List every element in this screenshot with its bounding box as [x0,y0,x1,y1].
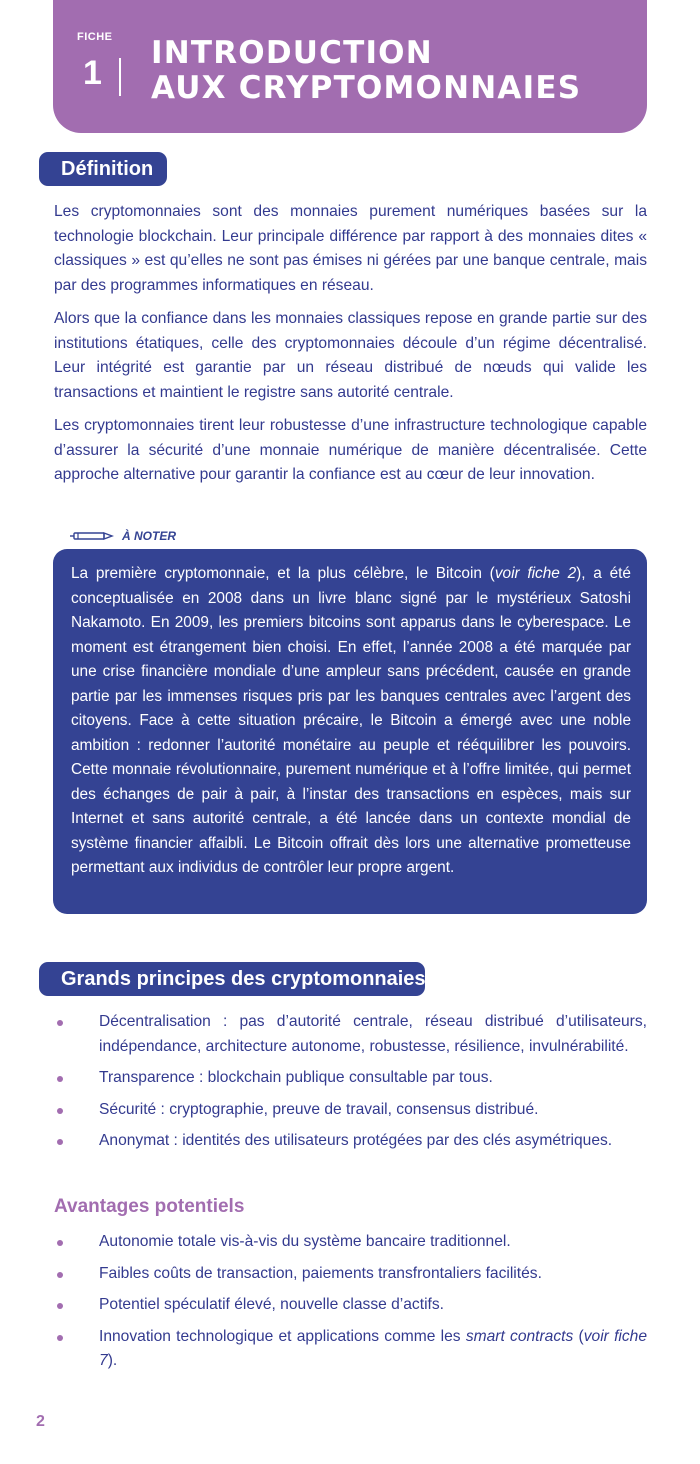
section-heading-principles: Grands principes des cryptomonnaies [39,962,425,996]
note-label-text: À NOTER [122,529,176,543]
list-item: Sécurité : cryptographie, preuve de travail, consensus distribué. [54,1098,647,1123]
definition-paragraph-2: Alors que la confiance dans les monnaies classiques repose en grande partie sur des institutions étatiques, celle des cryptomonnaies découle d’un régime décentralisé. Leur intégrité est garantie par un réseau distribué de nœuds qui valide les transactions et maintient le registre sans autorité centrale. [54,310,647,401]
note-text-start: La première cryptomonnaie, et la plus célèbre, le Bitcoin ( [71,565,495,582]
chapter-header [53,0,647,133]
list-item: Potentiel spéculatif élevé, nouvelle classe d’actifs. [54,1293,647,1318]
principles-list [54,1010,647,1161]
list-item: Transparence : blockchain publique consultable par tous. [54,1066,647,1091]
pencil-icon [70,530,114,542]
list-item: Autonomie totale vis-à-vis du système bancaire traditionnel. [54,1230,647,1255]
page-title [151,36,581,106]
list-item [54,1325,647,1374]
page-title-line-1: INTRODUCTION [151,35,433,71]
note-cross-reference: voir fiche 2 [494,565,577,582]
advantages-list [54,1230,647,1381]
note-label [70,527,176,545]
definition-paragraph-3: Les cryptomonnaies tirent leur robustesse d’une infrastructure technologique capable d’assurer la sécurité d’une monnaie numérique de manière décentralisée. Cette approche alternative pour garantir la confiance est au cœur de leur innovation. [54,417,647,483]
fiche-divider [119,58,121,96]
note-box [53,549,647,914]
list-item: Décentralisation : pas d’autorité centrale, réseau distribué d’utilisateurs, indépendance, architecture autonome, robustesse, résilience, invulnérabilité. [54,1010,647,1059]
advantage-text-start: Innovation technologique et applications comme les [99,1327,466,1345]
smart-contracts-term: smart contracts [465,1327,574,1345]
advantage-cross-reference: voir fiche 7 [99,1327,648,1369]
note-text-end: ), a été conceptualisée en 2008 dans un livre blanc signé par le mystérieux Satoshi Nakamoto. En 2009, les premiers bitcoins sont apparus dans le cyberespace. Le moment est étrangement bien choisi. En effet, l’année 2008 a été marquée par une crise financière mondiale d’une ampleur sans précédent, causée en grande partie par les immenses risques pris par les banques centrales avec l’argent des citoyens. Face à cette situation précaire, le Bitcoin a émergé avec une noble ambition : redonner l’autorité monétaire au peuple et rééquilibrer les pouvoirs. Cette monnaie révolutionnaire, purement numérique et à l’offre limitée, qui permet des échanges de pair à pair, à l’instar des transactions en espèces, mais sur Internet et sans autorité centrale, a été lancée dans un contexte mondial de système financier affaibli. Le Bitcoin offrait dès lors une alternative prometteuse permettant aux individus de contrôler leur propre argent. [71,565,631,876]
advantage-text-middle: ( [573,1327,584,1345]
page-number: 2 [36,1413,45,1430]
list-item: Faibles coûts de transaction, paiements transfrontaliers facilités. [54,1262,647,1287]
definition-paragraph-1: Les cryptomonnaies sont des monnaies purement numériques basées sur la technologie blockchain. Leur principale différence par rapport à des monnaies dites « classiques » est qu’elles ne sont pas émises ni gérées par une banque centrale, mais par des programmes informatiques en réseau. [54,203,647,294]
advantages-heading: Avantages potentiels [54,1196,245,1217]
page-title-line-2: AUX CRYPTOMONNAIES [151,70,582,106]
advantage-text-end: ). [107,1352,118,1369]
list-item: Anonymat : identités des utilisateurs protégées par des clés asymétriques. [54,1129,647,1154]
definition-text [54,200,647,497]
fiche-number: 1 [83,54,102,92]
section-heading-definition: Définition [39,152,167,186]
fiche-label: FICHE [77,31,113,43]
